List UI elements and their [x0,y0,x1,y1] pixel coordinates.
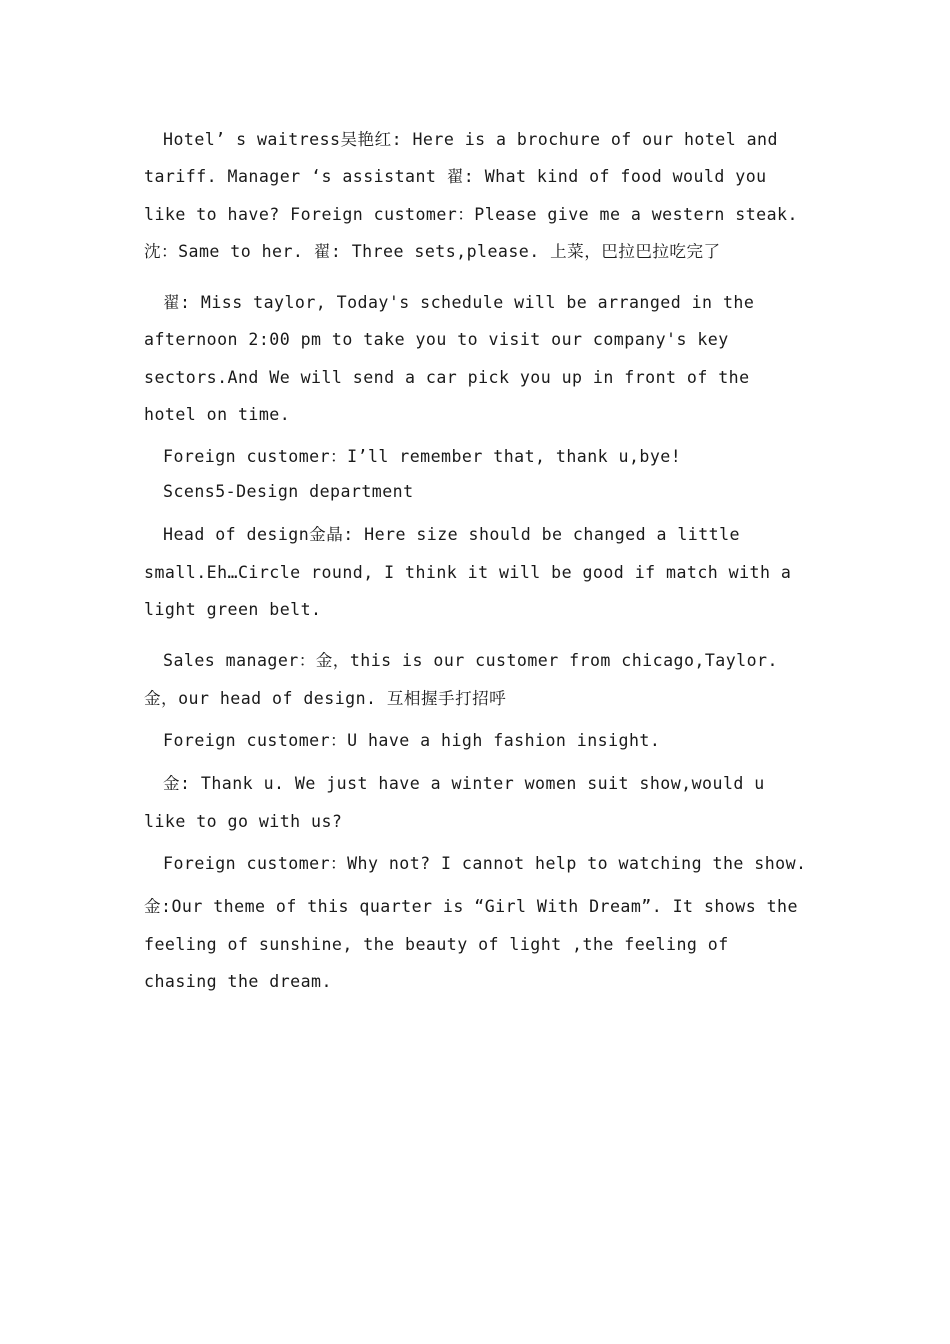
paragraph-why-not: Foreign customer：Why not? I cannot help to watching the show. [163,853,807,873]
paragraph-fashion-insight: Foreign customer：U have a high fashion insight. [163,730,661,750]
paragraph-schedule: 翟: Miss taylor, Today's schedule will be arranged in the afternoon 2:00 pm to take you to visit our company's key sectors.And We will send a car pick you up in front of the hotel on time. [144,293,755,425]
paragraph-head-of-design: Head of design金晶: Here size should be changed a little small.Eh…Circle round, I think it will be good if match with a light green belt. [144,525,792,619]
paragraph-goodbye: Foreign customer：I’ll remember that, thank u,bye! [163,447,682,467]
document-body [144,121,808,1014]
paragraph-sales-manager: Sales manager：金，this is our customer from chicago,Taylor. 金，our head of design. 互相握手打招呼 [144,651,778,708]
paragraph-theme: 金:Our theme of this quarter is “Girl With Dream”. It shows the feeling of sunshine, the beauty of light ,the feeling of chasing the dream. [144,897,798,992]
scene-heading: Scens5-Design department [163,481,414,501]
paragraph-suit-show: 金: Thank u. We just have a winter women suit show,would u like to go with us? [144,774,765,831]
paragraph-hotel-brochure: Hotel’ s waitress吴艳红: Here is a brochure of our hotel and tariff. Manager ‘s assistant 翟: What kind of food would you like to have? Foreign customer：Please give me a western steak. 沈：Same to her. 翟: Three sets,please. 上菜，巴拉巴拉吃完了 [144,130,798,261]
